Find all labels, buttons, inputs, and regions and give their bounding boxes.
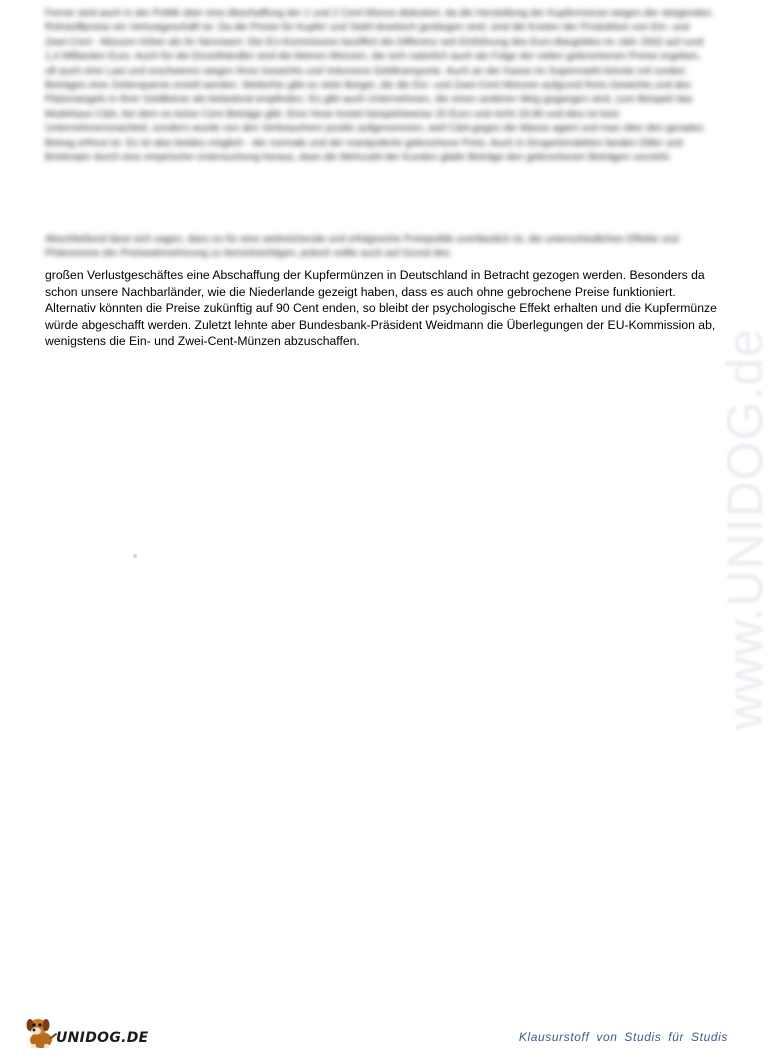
footer-tagline: Klausurstoff von Studis für Studis [518,1030,728,1044]
visible-paragraph [45,267,715,350]
logo-wordmark: UNIDOG.DE [56,1030,149,1046]
paragraph-line: Alternativ könnten die Preise zukünftig auf 90 Cent enden, so bleibt der psychologische Effekt erhalten und die Kupfermünze [45,301,717,315]
watermark: www.UNIDOG.de [717,328,773,730]
paragraph-line: großen Verlustgeschäftes eine Abschaffung der Kupfermünzen in Deutschland in Betracht gezogen werden. Besonders da [45,268,705,282]
blurred-paragraph-2: Abschließend lässt sich sagen, dass es für eine weitreichende und erfolgreiche Preispolitik unerlässlich ist, die unterschiedlichen Effekte und Phänomene der Preiswahrnehmung zu berücksichtigen, jedoch sollte auch auf Grund des [45,234,679,260]
paragraph-line: wenigstens die Ein- und Zwei-Cent-Münzen abzuschaffen. [45,334,360,348]
paragraph-line: würde abgeschafft werden. Zuletzt lehnte aber Bundesbank-Präsident Weidmann die Überlegungen der EU-Kommission ab, [45,317,716,332]
blurred-paragraph-1: Ferner wird auch in der Politik über eine Abschaffung der 1 und 2 Cent Münze diskutiert, da die Herstellung der Kupfermünze wegen der steigenden Rohstoffpreise ein Verlustgeschäft ist. Da die Preise für Kupfer und Stahl drastisch gestiegen sind, sind die Kosten der Produktion von Ein- und Zwei-Cent - Münzen höher als ihr Nennwert. Die EU-Kommission beziffert die Differenz seit Einführung des Euro-Bargeldes im Jahr 2002 auf rund 1,4 Milliarden Euro. Auch für die Einzelhändler sind die kleinen Münzen, die sich natürlich auch als Folge der vielen gebrochenen Preise ergeben, oft auch eine Last und erschweren wegen ihres Gewichts und Volumens Geldtransporte. Auch an der Kasse im Supermarkt könnte mit runden Beträgen eine Zeitersparnis erzielt werden. Weiterhin gibt es viele Bürger, die die Ein- und Zwei-Cent Münzen aufgrund ihres Gewichts und des Platzmangels in ihrer Geldbörse als belastend empfinden. Es gibt auch Unternehmen, die einen anderen Weg gegangen sind, zum Beispiel das Modehaus C&A, bei dem es keine Cent Beträge gibt. Eine Hose kostet beispielsweise 20 Euro und nicht 19,90 und dies ist kein Unternehmensnachteil, sondern wurde von den Verbrauchern positiv aufgenommen, weil C&A gegen die Masse agiert und man über den geraden Betrag erfreut ist. Es ist also beides möglich - der normale und der manipulierte gebrochene Preis. Auch in Drogeriemärkten fanden Diller und Brielmaier durch eine empirische Untersuchung heraus, dass die Mehrzahl der Kunden glatte Beträge den gebrochenen Beträgen vorzieht. [45,8,712,164]
paragraph-line: schon unsere Nachbarländer, wie die Niederlande gezeigt haben, dass es auch ohne gebrochene Preise funktioniert. [45,284,676,299]
unidog-logo[interactable] [24,1014,164,1050]
speck-mark [133,554,137,558]
dog-mascot-icon [24,1014,58,1050]
